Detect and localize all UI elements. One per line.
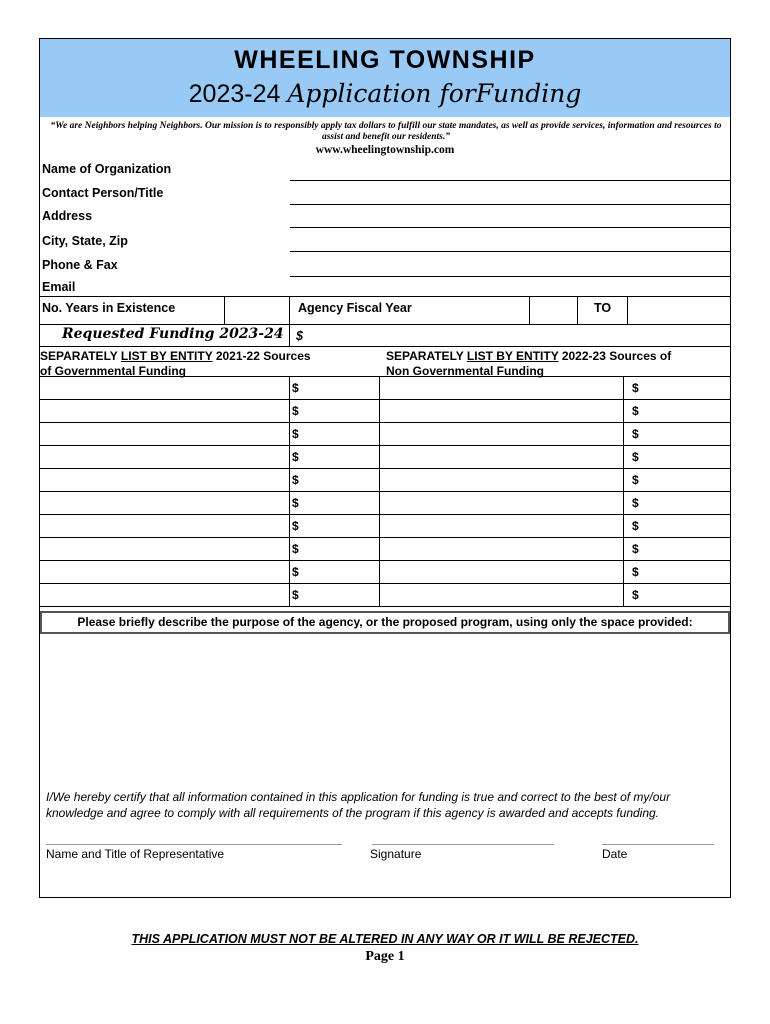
funding-row [40,445,730,468]
dollar-sign: $ [632,427,639,441]
gov-amount-input[interactable] [290,377,380,399]
form-year: 2023-24 [188,80,281,108]
gov-source-input[interactable] [40,469,290,491]
nongov-amount-input[interactable] [624,469,730,491]
gov-amount-input[interactable] [290,538,380,560]
dollar-sign: $ [292,496,299,510]
nongov-amount-input[interactable] [624,446,730,468]
dollar-sign: $ [632,381,639,395]
dollar-sign: $ [292,427,299,441]
funding-row [40,468,730,491]
gov-source-input[interactable] [40,377,290,399]
address-field[interactable] [290,227,730,228]
gov-amount-input[interactable] [290,446,380,468]
years-input[interactable] [225,297,290,325]
address-label: Address [42,209,93,223]
fiscal-label-cell [290,297,530,325]
nongov-amount-input[interactable] [624,377,730,399]
funding-row [40,560,730,583]
funding-row [40,399,730,422]
certification-text: I/We hereby certify that all information contained in this application for funding is true and correct to the best of my/our knowledge and agree to comply with all requirements of the program if this agency is awarded and accepts funding. [46,790,671,820]
rep-label: Name and Title of Representative [46,847,225,861]
nongov-source-input[interactable] [380,377,624,399]
gov-source-input[interactable] [40,538,290,560]
fiscal-label: Agency Fiscal Year [298,301,412,315]
sources-header-row [40,346,730,377]
dollar-sign: $ [292,381,299,395]
mission-statement: “We are Neighbors helping Neighbors. Our mission is to responsibly apply tax dollars to fulfill our state mandates, as well as provide services, information and resources to assist and benefit our residents.” [50,121,722,142]
organization-field[interactable] [290,180,730,181]
gov-source-input[interactable] [40,492,290,514]
city-field[interactable] [290,251,730,252]
signature-label: Signature [370,847,422,861]
grid-bottom-border [40,606,730,607]
dollar-sign: $ [632,450,639,464]
funding-row [40,376,730,399]
contact-field[interactable] [290,204,730,205]
contact-label: Contact Person/Title [42,186,164,200]
gov-source-input[interactable] [40,423,290,445]
requested-label-cell [40,325,290,347]
nongov-amount-input[interactable] [624,423,730,445]
nongov-source-input[interactable] [380,584,624,606]
nongov-amount-input[interactable] [624,561,730,583]
form-header [40,39,730,117]
years-label-cell [40,297,225,325]
nongov-source-input[interactable] [380,538,624,560]
date-line[interactable] [602,844,714,845]
city-label: City, State, Zip [42,234,128,248]
funding-row [40,537,730,560]
dollar-sign: $ [632,588,639,602]
email-label: Email [42,280,76,294]
gov-amount-input[interactable] [290,400,380,422]
gov-header-prefix: SEPARATELY [40,349,121,363]
to-label-cell [578,297,628,325]
funding-row [40,491,730,514]
gov-source-input[interactable] [40,515,290,537]
to-label: TO [594,301,612,315]
form-subtitle [40,79,730,109]
requested-amount-input[interactable] [290,325,730,347]
gov-amount-input[interactable] [290,515,380,537]
requested-label: Requested Funding 2023-24 [62,326,284,342]
organization-label: Name of Organization [42,162,172,176]
gov-amount-input[interactable] [290,492,380,514]
fiscal-end-input[interactable] [628,297,730,325]
nongov-source-input[interactable] [380,446,624,468]
gov-amount-input[interactable] [290,584,380,606]
gov-header-suffix: 2021-22 Sources [212,349,311,363]
dollar-sign: $ [292,542,299,556]
dollar-sign: $ [292,565,299,579]
dollar-sign: $ [292,588,299,602]
nongov-sources-header [386,349,726,379]
gov-source-input[interactable] [40,584,290,606]
funding-row [40,583,730,606]
application-form [39,38,731,898]
date-label: Date [602,847,628,861]
describe-prompt: Please briefly describe the purpose of the agency, or the proposed program, using only the space provided: [40,611,730,634]
gov-amount-input[interactable] [290,423,380,445]
dollar-sign: $ [632,473,639,487]
nongov-amount-input[interactable] [624,538,730,560]
nongov-header-emphasis: LIST BY ENTITY [466,349,559,363]
nongov-header-line2: Non Governmental Funding [386,364,544,378]
requested-dollar: $ [296,329,303,343]
website: www.wheelingtownship.com [315,144,455,156]
gov-amount-input[interactable] [290,561,380,583]
nongov-amount-input[interactable] [624,492,730,514]
nongov-amount-input[interactable] [624,400,730,422]
nongov-amount-input[interactable] [624,584,730,606]
fiscal-start-input[interactable] [530,297,578,325]
funding-row [40,514,730,537]
dollar-sign: $ [632,404,639,418]
dollar-sign: $ [632,496,639,510]
gov-source-input[interactable] [40,561,290,583]
requested-row [40,324,730,347]
nongov-amount-input[interactable] [624,515,730,537]
dollar-sign: $ [292,519,299,533]
township-title: WHEELING TOWNSHIP [234,46,536,74]
nongov-source-input[interactable] [380,492,624,514]
form-subtitle-text: Application forFunding [287,79,582,108]
nongov-source-input[interactable] [380,400,624,422]
info-row [40,296,730,325]
nongov-source-input[interactable] [380,561,624,583]
nongov-header-suffix: 2022-23 Sources of [558,349,672,363]
gov-source-input[interactable] [40,400,290,422]
signature-line[interactable] [372,844,554,845]
funding-row [40,422,730,445]
gov-amount-input[interactable] [290,469,380,491]
phone-label: Phone & Fax [42,258,118,272]
dollar-sign: $ [292,404,299,418]
dollar-sign: $ [292,473,299,487]
nongov-source-input[interactable] [380,515,624,537]
nongov-source-input[interactable] [380,469,624,491]
nongov-source-input[interactable] [380,423,624,445]
phone-field[interactable] [290,276,730,277]
dollar-sign: $ [292,450,299,464]
dollar-sign: $ [632,542,639,556]
description-area[interactable] [46,639,724,779]
gov-header-line2: of Governmental Funding [40,364,186,378]
alteration-warning: THIS APPLICATION MUST NOT BE ALTERED IN ANY WAY OR IT WILL BE REJECTED. [131,932,639,946]
gov-sources-header [40,349,370,379]
dollar-sign: $ [632,519,639,533]
dollar-sign: $ [632,565,639,579]
nongov-header-prefix: SEPARATELY [386,349,467,363]
gov-source-input[interactable] [40,446,290,468]
gov-header-emphasis: LIST BY ENTITY [120,349,213,363]
page-number: Page 1 [365,949,405,964]
rep-signature-line[interactable] [46,844,342,845]
years-label: No. Years in Existence [42,301,176,315]
